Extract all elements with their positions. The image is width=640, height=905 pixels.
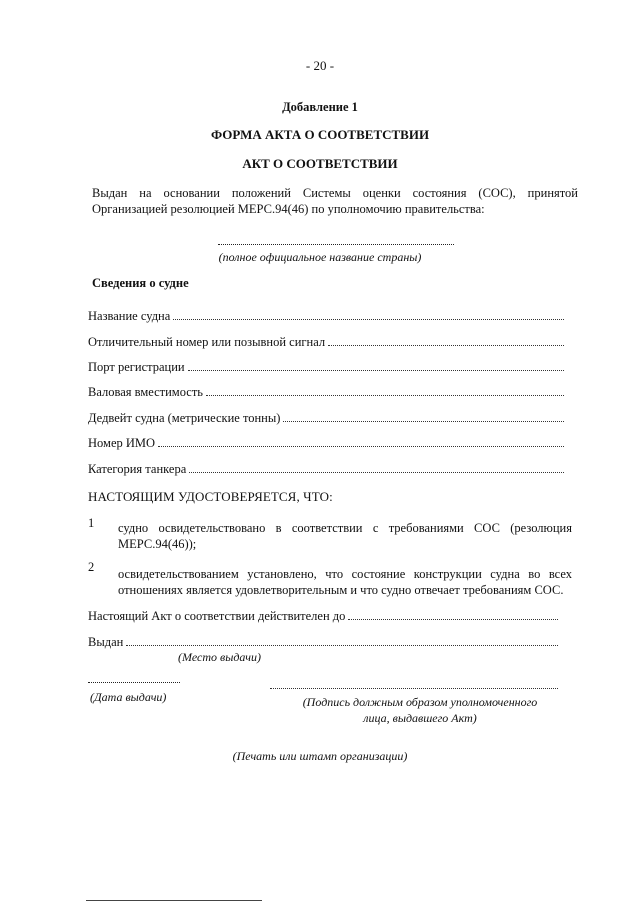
signature-field[interactable]: [270, 680, 558, 689]
validity-field[interactable]: [88, 606, 558, 624]
dotted-line: [126, 641, 558, 646]
seal-caption: (Печать или штамп организации): [232, 749, 408, 763]
footnote-divider: [86, 900, 262, 901]
port-of-registry-field[interactable]: [88, 357, 564, 375]
item-text: освидетельствованием установлено, что состояние конструкции судна во всех отношениях является удовлетворительным и что судно отвечает требованиям СОС.: [118, 567, 572, 597]
date-caption: (Дата выдачи): [90, 690, 167, 704]
field-label: Валовая вместимость: [88, 385, 203, 399]
dotted-line: [283, 417, 564, 422]
country-caption: (полное официальное название страны): [218, 250, 422, 264]
form-title: ФОРМА АКТА О СООТВЕТСТВИИ: [210, 127, 430, 142]
item-text: судно освидетельствовано в соответствии с требованиями СОС (резолюция МЕРС.94(46));: [118, 521, 572, 551]
appendix-title: Добавление 1: [282, 100, 358, 114]
field-label: Порт регистрации: [88, 360, 185, 374]
page-number: - 20 -: [305, 58, 335, 73]
certify-heading: НАСТОЯЩИМ УДОСТОВЕРЯЕТСЯ, ЧТО:: [88, 489, 333, 504]
issued-at-field[interactable]: [88, 632, 558, 650]
dotted-line: [158, 442, 564, 447]
call-sign-field[interactable]: [88, 332, 564, 350]
dotted-line: [348, 615, 558, 620]
item-number: 1: [88, 516, 95, 530]
tanker-category-field[interactable]: [88, 459, 564, 477]
ship-section-heading: Сведения о судне: [92, 276, 189, 290]
gross-tonnage-field[interactable]: [88, 382, 564, 400]
act-title: АКТ О СООТВЕТСТВИИ: [242, 156, 398, 171]
field-label: Название судна: [88, 309, 171, 323]
issue-date-field[interactable]: [88, 674, 180, 683]
dotted-line: [328, 341, 564, 346]
field-label: Дедвейт судна (метрические тонны): [88, 411, 281, 425]
dotted-line: [173, 315, 564, 320]
item-number: 2: [88, 560, 95, 574]
place-caption: (Место выдачи): [178, 650, 261, 664]
issued-label: Выдан: [88, 635, 124, 649]
field-label: Номер ИМО: [88, 436, 156, 450]
validity-label: Настоящий Акт о соответствии действителен до: [88, 609, 346, 623]
intro-paragraph: Выдан на основании положений Системы оценки состояния (СОС), принятой Организацией резолюцией МЕРС.94(46) по уполномочию правительства:: [92, 186, 578, 216]
dotted-line: [188, 366, 564, 371]
field-label: Отличительный номер или позывной сигнал: [88, 335, 326, 349]
imo-number-field[interactable]: [88, 433, 564, 451]
signature-caption: (Подпись должным образом уполномоченного лица, выдавшего Акт): [302, 695, 538, 725]
field-label: Категория танкера: [88, 462, 187, 476]
country-name-field[interactable]: [218, 236, 454, 245]
ship-name-field[interactable]: [88, 306, 564, 324]
dotted-line: [206, 391, 564, 396]
deadweight-field[interactable]: [88, 408, 564, 426]
dotted-line: [189, 468, 564, 473]
